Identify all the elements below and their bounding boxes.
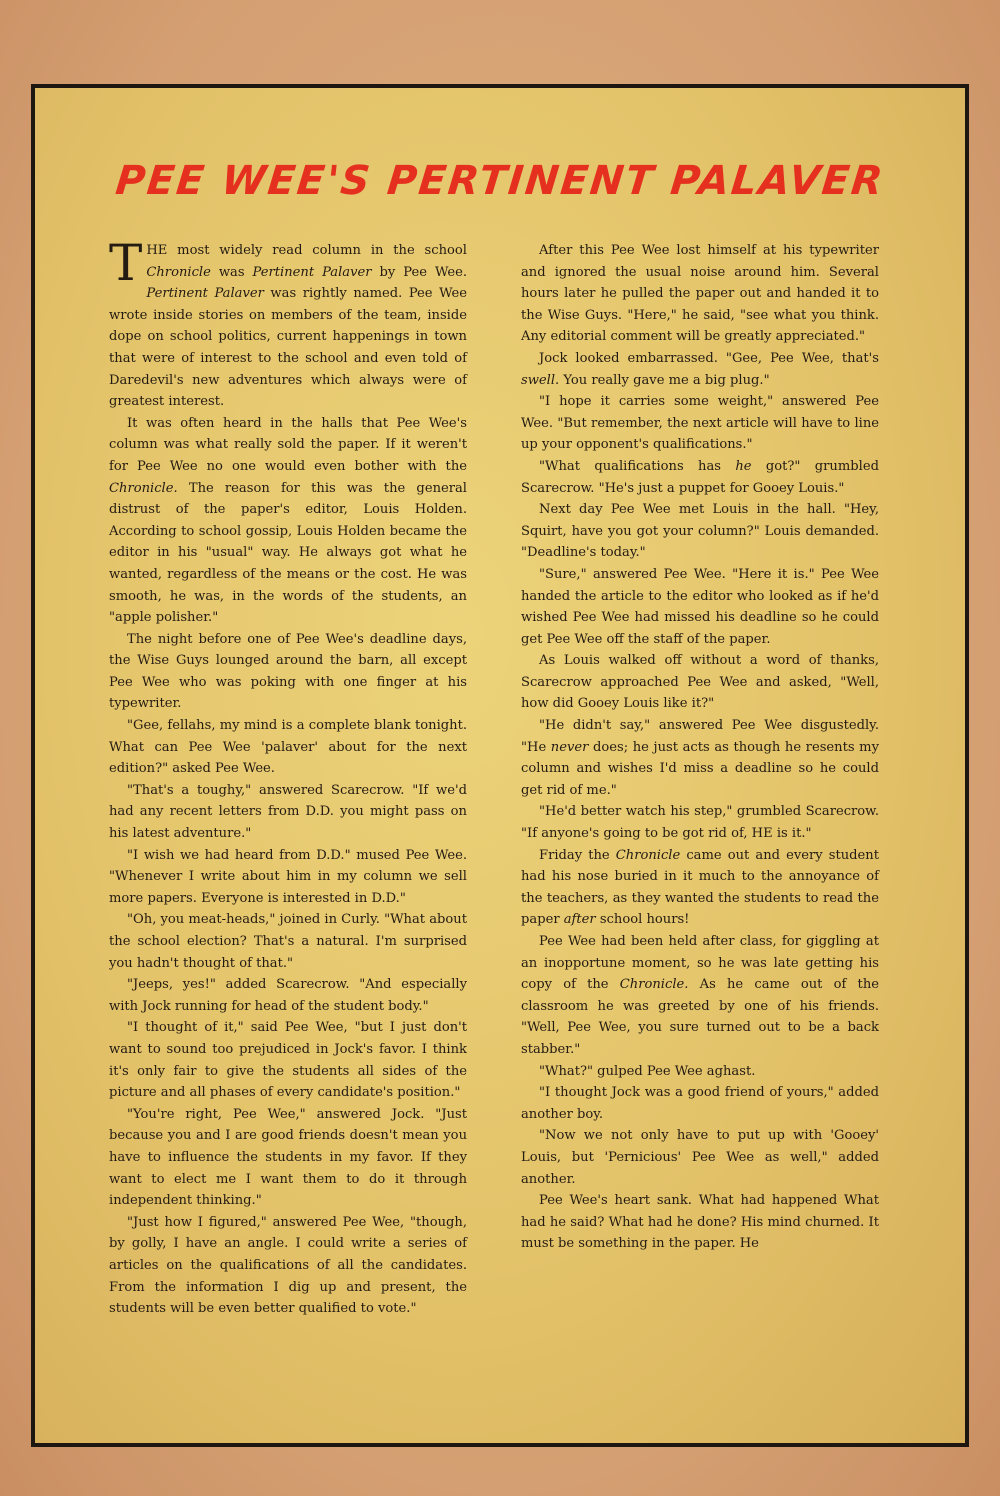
- paragraph: "Just how I figured," answered Pee Wee, "though, by golly, I have an angle. I could write a series of articles on the qualifications of all the candidates. From the information I dig up and present, the students will be even better qualified to vote.": [109, 1214, 467, 1317]
- paragraph: Pee Wee had been held after class, for giggling at an inopportune moment, so he was late getting his copy of the Chronicle. As he came out of the classroom he was greeted by one of his friends. "Well, Pee Wee, you sure turned out to be a back stabber.": [521, 934, 880, 1057]
- paragraph: "He'd better watch his step," grumbled Scarecrow. "If anyone's going to be got rid of, HE is it.": [521, 804, 879, 842]
- paragraph: Pee Wee's heart sank. What had happened What had he said? What had he done? His mind churned. It must be something in the paper. He: [521, 1193, 879, 1252]
- paragraph: "He didn't say," answered Pee Wee disgustedly. "He never does; he just acts as though he resents my column and wishes I'd miss a deadline so he could get rid of me.": [521, 718, 879, 798]
- text-panel: [31, 84, 969, 1447]
- paragraph: "Gee, fellahs, my mind is a complete blank tonight. What can Pee Wee 'palaver' about for the next edition?" asked Pee Wee.: [109, 718, 467, 777]
- page-title: PEE WEE'S PERTINENT PALAVER: [113, 158, 887, 204]
- paragraph: "I hope it carries some weight," answered Pee Wee. "But remember, the next article will have to line up your opponent's qualifications.": [521, 394, 879, 453]
- paragraph: "That's a toughy," answered Scarecrow. "If we'd had any recent letters from D.D. you might pass on his latest adventure.": [109, 782, 467, 842]
- paragraph: "What?" gulped Pee Wee aghast.: [539, 1063, 756, 1079]
- paragraph: Friday the Chronicle came out and every student had his nose buried in it much to the annoyance of the teachers, as they wanted the students to read the paper after school hours!: [521, 847, 879, 928]
- paragraph: "Now we not only have to put up with 'Gooey' Louis, but 'Pernicious' Pee Wee as well," added another.: [521, 1128, 879, 1187]
- paragraph: Next day Pee Wee met Louis in the hall. "Hey, Squirt, have you got your column?" Louis demanded. "Deadline's today.": [521, 502, 879, 561]
- paragraph: "Oh, you meat-heads," joined in Curly. "What about the school election? That's a natural. I'm surprised you hadn't thought of that.": [109, 912, 467, 971]
- paragraph: As Louis walked off without a word of thanks, Scarecrow approached Pee Wee and asked, "Well, how did Gooey Louis like it?": [521, 653, 879, 712]
- right-column: [521, 240, 879, 1320]
- paragraph: After this Pee Wee lost himself at his typewriter and ignored the usual noise around him. Several hours later he pulled the paper out and handed it to the Wise Guys. "Here," he said, "see what you think. Any editorial comment will be greatly appreciated.": [521, 243, 879, 345]
- paragraph: THE most widely read column in the school Chronicle was Pertinent Palaver by Pee Wee. Pertinent Palaver was rightly named. Pee Wee wrote inside stories on members of the team, inside dope on school politics, current happenings in town that were of interest to the school and even told of Daredevil's new adventures which always were of greatest interest.: [109, 234, 467, 410]
- paragraph: Jock looked embarrassed. "Gee, Pee Wee, that's swell. You really gave me a big plug.": [521, 350, 879, 388]
- paragraph: It was often heard in the halls that Pee Wee's column was what really sold the paper. If it weren't for Pee Wee no one would even bother with the Chronicle. The reason for this was the general distrust of the paper's editor, Louis Holden. According to school gossip, Louis Holden became the editor in his "usual" way. He always got what he wanted, regardless of the means or the cost. He was smooth, he was, in the words of the students, an "apple polisher.": [109, 415, 467, 626]
- paragraph: "Sure," answered Pee Wee. "Here it is." Pee Wee handed the article to the editor who looked as if he'd wished Pee Wee had missed his deadline so he could get Pee Wee off the staff of the paper.: [521, 566, 879, 647]
- paragraph: "I thought Jock was a good friend of yours," added another boy.: [521, 1085, 879, 1122]
- article-columns: [109, 234, 880, 1320]
- paragraph: "What qualifications has he got?" grumbled Scarecrow. "He's just a puppet for Gooey Louis.": [521, 458, 879, 496]
- paragraph: "Jeeps, yes!" added Scarecrow. "And especially with Jock running for head of the student body.": [109, 977, 467, 1014]
- paragraph: "You're right, Pee Wee," answered Jock. "Just because you and I are good friends doesn't mean you have to influence the students in my favor. If they want to elect me I want them to do it through independent thinking.": [109, 1106, 467, 1209]
- left-column: [109, 234, 467, 1320]
- paragraph: "I wish we had heard from D.D." mused Pee Wee. "Whenever I write about him in my column we sell more papers. Everyone is interested in D.D.": [109, 847, 467, 906]
- paragraph: "I thought of it," said Pee Wee, "but I just don't want to sound too prejudiced in Jock's favor. I think it's only fair to give the students all sides of the picture and all phases of every candidate's position.": [109, 1020, 467, 1101]
- drop-cap: T: [109, 234, 143, 292]
- paragraph: The night before one of Pee Wee's deadline days, the Wise Guys lounged around the barn, all except Pee Wee who was poking with one finger at his typewriter.: [109, 631, 467, 712]
